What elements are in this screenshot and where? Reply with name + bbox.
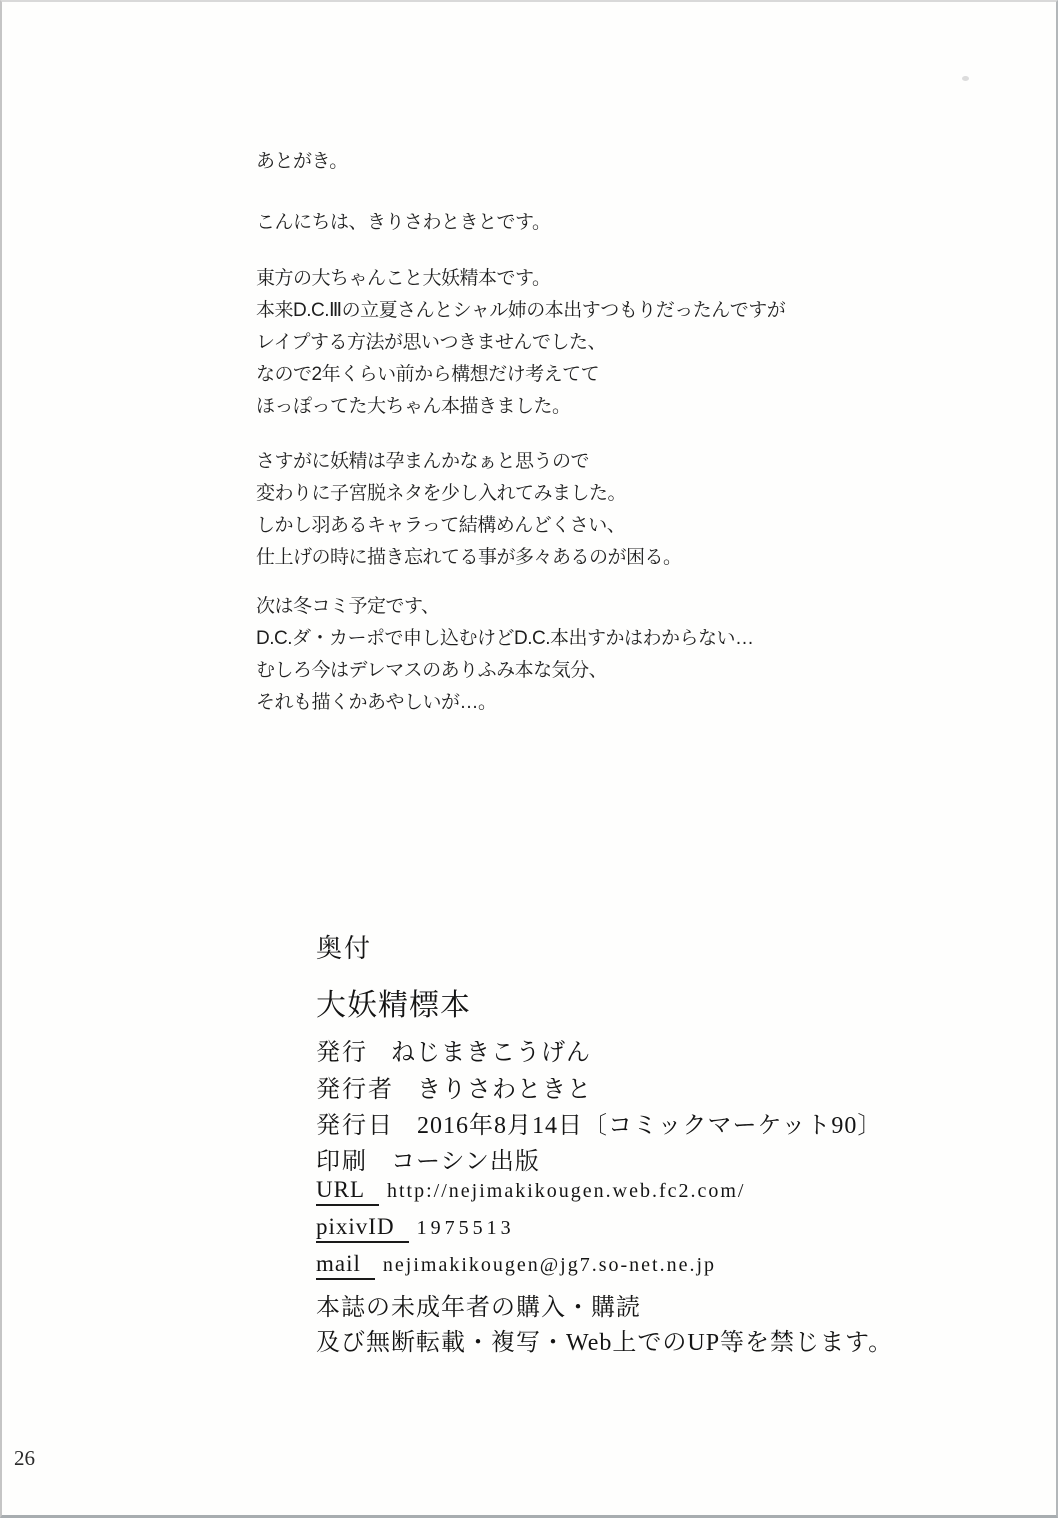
row-value: 2016年8月14日〔コミックマーケット90〕 (417, 1113, 883, 1139)
afterword-line: なので2年くらい前から構想だけ考えてて (256, 364, 600, 385)
row-value: ねじまきこうげん (391, 1040, 591, 1066)
row-value: nejimakikougen@jg7.so-net.ne.jp (382, 1254, 717, 1276)
row-label: pixivID (316, 1214, 409, 1243)
row-value: http://nejimakikougen.web.fc2.com/ (387, 1180, 746, 1202)
row-label: 発行 (316, 1040, 368, 1066)
afterword-line: しかし羽あるキャラって結構めんどくさい、 (256, 515, 626, 536)
afterword-line: ほっぽってた大ちゃん本描きました。 (256, 396, 571, 417)
row-value: コーシン出版 (391, 1149, 540, 1175)
afterword-line: レイプする方法が思いつきませんでした、 (256, 332, 606, 353)
afterword-line: 変わりに子宮脱ネタを少し入れてみました。 (256, 483, 627, 504)
row-value: 1975513 (416, 1217, 515, 1239)
afterword-line: むしろ今はデレマスのありふみ本な気分、 (256, 660, 608, 681)
colophon-row-author (316, 1069, 592, 1104)
afterword-line: 次は冬コミ予定です、 (256, 596, 440, 617)
colophon-notice-line: 本誌の未成年者の購入・購読 (316, 1295, 641, 1321)
afterword-title: あとがき。 (256, 151, 348, 172)
afterword-line: 本来D.C.Ⅲの立夏さんとシャル姉の本出すつもりだったんですが (256, 300, 786, 321)
afterword-line: 仕上げの時に描き忘れてる事が多々あるのが困る。 (256, 547, 682, 568)
row-label: 発行者 (316, 1077, 394, 1103)
colophon-notice-line: 及び無断転載・複写・Web上でのUP等を禁じます。 (316, 1330, 894, 1356)
book-title: 大妖精標本 (316, 989, 471, 1022)
colophon-row-publish-date (316, 1105, 882, 1140)
colophon-row-publisher-circle (316, 1032, 591, 1067)
afterword-line: それも描くかあやしいが…。 (256, 692, 497, 713)
scan-speck (962, 76, 969, 81)
colophon-row-mail (316, 1251, 716, 1280)
row-label: 印刷 (316, 1149, 368, 1175)
afterword-line: 東方の大ちゃんこと大妖精本です。 (256, 268, 551, 289)
colophon-row-url (316, 1177, 746, 1206)
row-label: mail (316, 1251, 375, 1280)
row-value: きりさわときと (417, 1077, 592, 1103)
afterword-line: D.C.ダ・カーポで申し込むけどD.C.本出すかはわからない… (256, 628, 754, 649)
row-label: URL (316, 1177, 379, 1206)
afterword-line: さすがに妖精は孕まんかなぁと思うので (256, 451, 590, 472)
colophon-row-printer (316, 1141, 540, 1176)
afterword-section (256, 2, 896, 722)
page-number: 26 (14, 1446, 35, 1470)
row-label: 発行日 (316, 1113, 394, 1139)
colophon-heading: 奥付 (316, 934, 373, 963)
afterword-line: こんにちは、きりさわときとです。 (256, 212, 551, 233)
colophon-row-pixiv-id (316, 1214, 515, 1243)
